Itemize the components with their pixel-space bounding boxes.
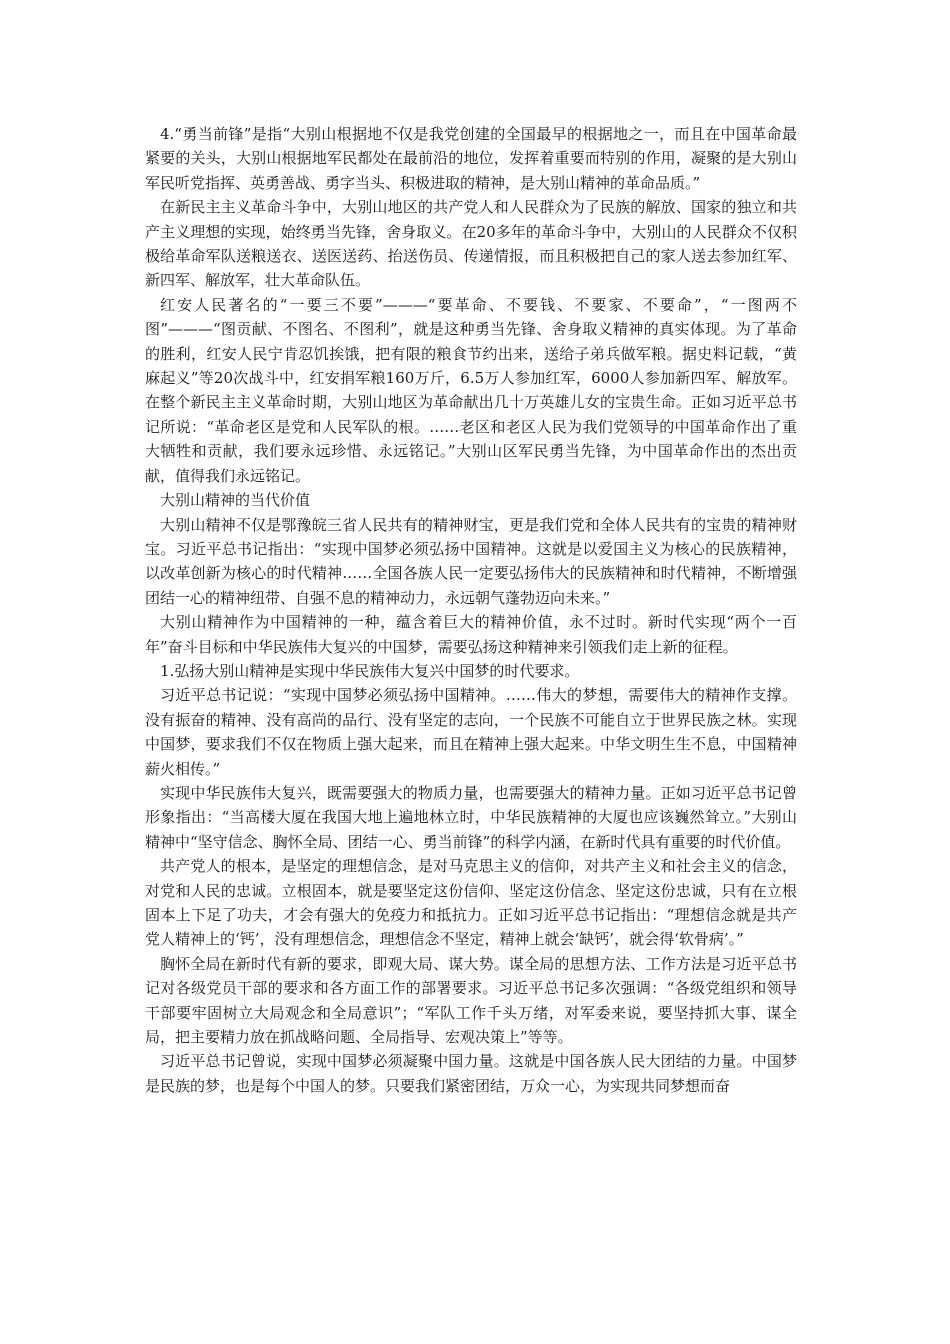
- list-item-1: 1.弘扬大别山精神是实现中华民族伟大复兴中国梦的时代要求。: [160, 661, 580, 680]
- document-page: [145, 122, 797, 1098]
- paragraph-xi-quote-dream: 习近平总书记说：“实现中国梦必须弘扬中国精神。……伟大的梦想，需要伟大的精神作支撑。没有振奋的精神、没有高尚的品行、没有坚定的志向，一个民族不可能自立于世界民族之林。实现中国梦，要求我们不仅在物质上强大起来，而且在精神上强大起来。中华文明生生不息，中国精神薪火相传。”: [145, 686, 797, 778]
- paragraph-rejuvenation: 实现中华民族伟大复兴，既需要强大的物质力量，也需要强大的精神力量。正如习近平总书记曾形象指出：“当高楼大厦在我国大地上遍地林立时，中华民族精神的大厦也应该巍然耸立。”大别山精神中“坚守信念、胸怀全局、团结一心、勇当前锋”的科学内涵，在新时代具有重要的时代价值。: [145, 783, 797, 851]
- paragraph-ideals-beliefs: 共产党人的根本，是坚定的理想信念，是对马克思主义的信仰，对共产主义和社会主义的信念，对党和人民的忠诚。立根固本，就是要坚定这份信仰、坚定这份信念、坚定这份忠诚，只有在立根固本上下足了功夫，才会有强大的免疫力和抵抗力。正如习近平总书记指出：“理想信念就是共产党人精神上的‘钙’，没有理想信念，理想信念不坚定，精神上就会‘缺钙’，就会得‘软骨病’。”: [145, 857, 797, 949]
- paragraph-new-democratic-revolution: 在新民主主义革命斗争中，大别山地区的共产党人和人民群众为了民族的解放、国家的独立和共产主义理想的实现，始终勇当先锋，舍身取义。在20多年的革命斗争中，大别山的人民群众不仅积极给革命军队送粮送衣、送医送药、抬送伤员、传递情报，而且积极把自己的家人送去参加红军、新四军、解放军，壮大革命队伍。: [145, 198, 797, 290]
- paragraph-overall-situation: 胸怀全局在新时代有新的要求，即观大局、谋大势。谋全局的思想方法、工作方法是习近平总书记对各级党员干部的要求和各方面工作的部署要求。习近平总书记多次强调：“各级党组织和领导干部要牢固树立大局观念和全局意识”；“军队工作千头万绪，对军委来说，要坚持抓大事、谋全局，把主要精力放在抓战略问题、全局指导、宏观决策上”等等。: [145, 954, 797, 1047]
- paragraph-chinese-spirit: 大别山精神作为中国精神的一种，蕴含着巨大的精神价值，永不过时。新时代实现“两个一百年”奋斗目标和中华民族伟大复兴的中国梦，需要弘扬这种精神来引领我们走上新的征程。: [145, 613, 797, 656]
- paragraph-chinese-strength: 习近平总书记曾说，实现中国梦必须凝聚中国力量。这就是中国各族人民大团结的力量。中国梦是民族的梦，也是每个中国人的梦。只要我们紧密团结，万众一心，为实现共同梦想而奋: [145, 1052, 797, 1095]
- paragraph-brave-vanguard-definition: 4.“勇当前锋”是指“大别山根据地不仅是我党创建的全国最早的根据地之一，而且在中国革命最紧要的关头，大别山根据地军民都处在最前沿的地位，发挥着重要而特别的作用，凝聚的是大别山军民听党指挥、英勇善战、勇字当头、积极进取的精神，是大别山精神的革命品质。”: [145, 125, 797, 192]
- section-heading-contemporary-value: 大别山精神的当代价值: [160, 491, 311, 510]
- paragraph-spiritual-wealth: 大别山精神不仅是鄂豫皖三省人民共有的精神财宝，更是我们党和全体人民共有的宝贵的精神财宝。习近平总书记指出：“实现中国梦必须弘扬中国精神。这就是以爱国主义为核心的民族精神，以改革创新为核心的时代精神……全国各族人民一定要弘扬伟大的民族精神和时代精神，不断增强团结一心的精神纽带、自强不息的精神动力，永远朝气蓬勃迈向未来。”: [145, 515, 797, 607]
- paragraph-hongan-people: 红安人民著名的“一要三不要”———“要革命、不要钱、不要家、不要命”，“一图两不图”———“图贡献、不图名、不图利”，就是这种勇当先锋、舍身取义精神的真实体现。为了革命的胜利，红安人民宁肯忍饥挨饿，把有限的粮食节约出来，送给子弟兵做军粮。据史料记载，“黄麻起义”等20次战斗中，红安捐军粮160万斤，6.5万人参加红军，6000人参加新四军、解放军。在整个新民主主义革命时期，大别山地区为革命献出几十万英雄儿女的宝贵生命。正如习近平总书记所说：“革命老区是党和人民军队的根。……老区和老区人民为我们党领导的中国革命作出了重大牺牲和贡献，我们要永远珍惜、永远铭记。”大别山区军民勇当先锋，为中国革命作出的杰出贡献，值得我们永远铭记。: [145, 295, 797, 485]
